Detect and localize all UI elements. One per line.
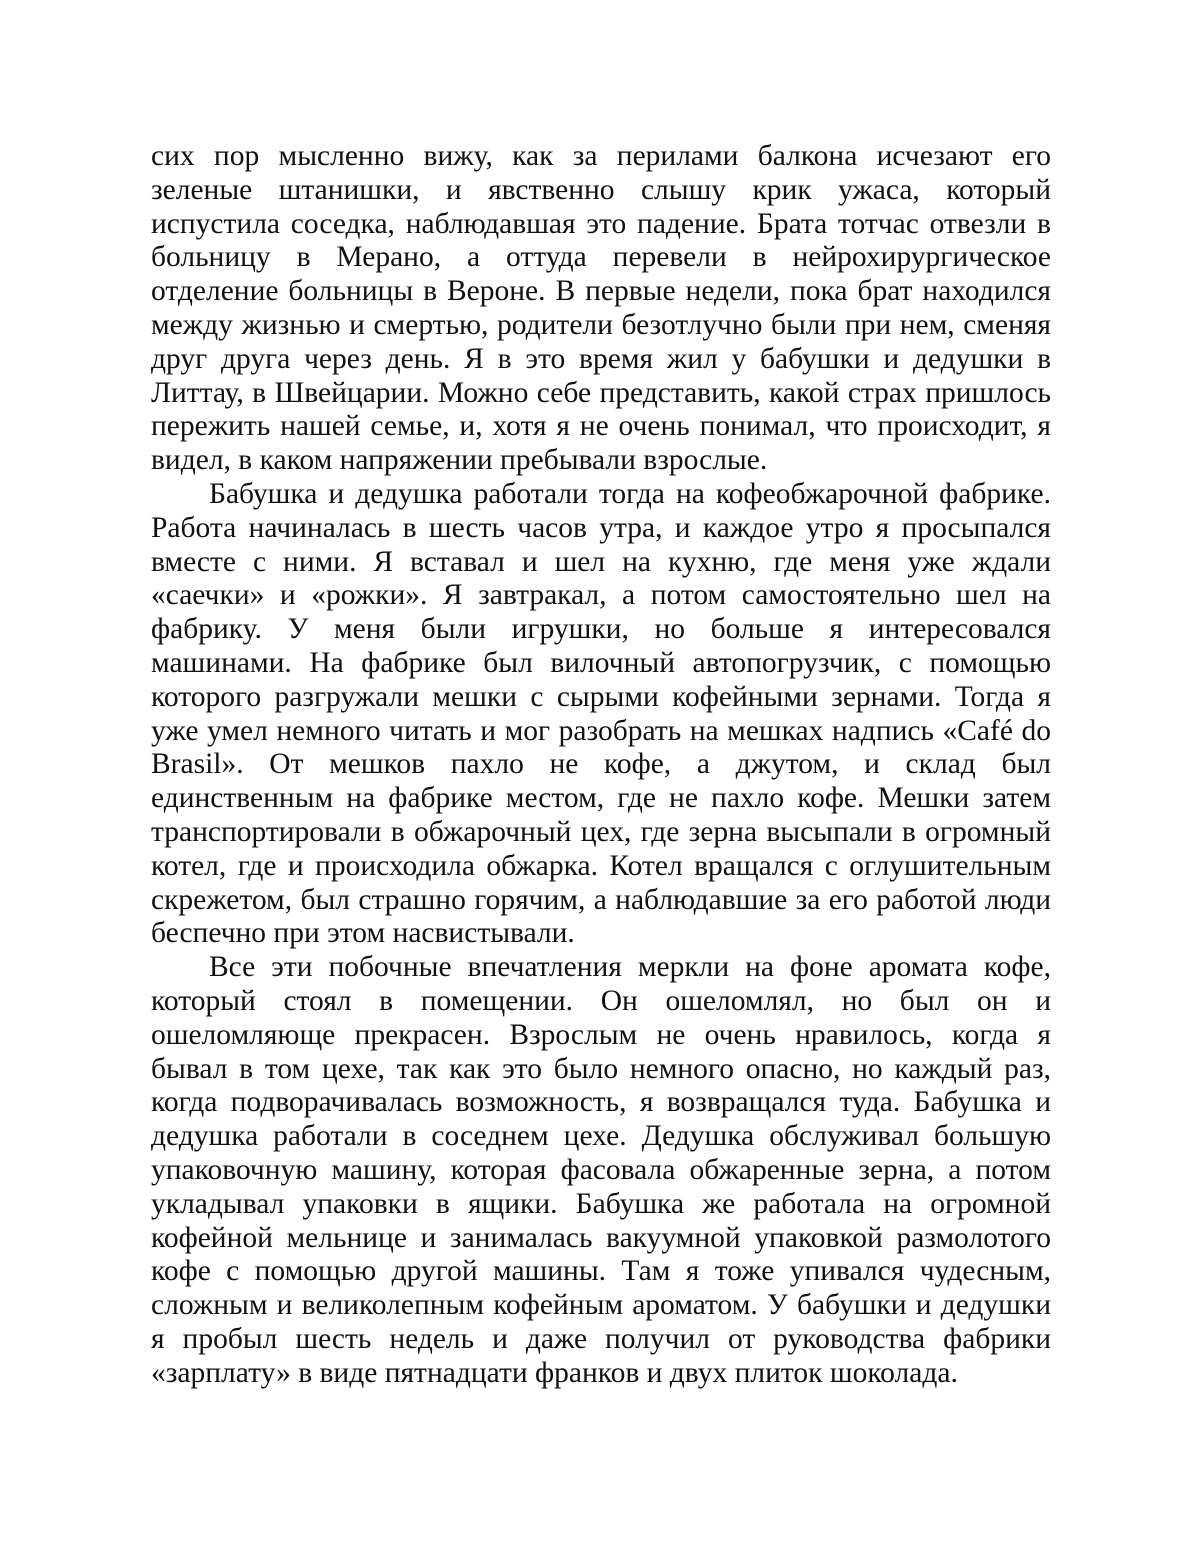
paragraph-2: Бабушка и дедушка работали тогда на кофеобжарочной фабрике. Работа начиналась в шесть часов утра, и каждое утро я просыпался вместе с ними. Я вставал и шел на кухню, где меня уже ждали «саечки» и «рожки». Я завтракал, а потом самостоятельно шел на фабрику. У меня были игрушки, но больше я интересовался машинами. На фабрике был вилочный автопогрузчик, с помощью которого разгружали мешки с сырыми кофейными зернами. Тогда я уже умел немного читать и мог разобрать на мешках надпись «Café do Brasil». От мешков пахло не кофе, а джутом, и склад был единственным на фабрике местом, где не пахло кофе. Мешки затем транспортировали в обжарочный цех, где зерна высыпали в огромный котел, где и происходила обжарка. Котел вращался с оглушительным скрежетом, был страшно горячим, а наблюдавшие за его работой люди беспечно при этом насвистывали. (151, 477, 1051, 950)
paragraph-3: Все эти побочные впечатления меркли на фоне аромата кофе, который стоял в помещении. Он ошеломлял, но был он и ошеломляюще прекрасен. Взрослым не очень нравилось, когда я бывал в том цехе, так как это было немного опасно, но каждый раз, когда подворачивалась возможность, я возвращался туда. Бабушка и дедушка работали в соседнем цехе. Дедушка обслуживал большую упаковочную машину, которая фасовала обжаренные зерна, а потом укладывал упаковки в ящики. Бабушка же работала на огромной кофейной мельнице и занималась вакуумной упаковкой размолотого кофе с помощью другой машины. Там я тоже упивался чудесным, сложным и великолепным кофейным ароматом. У бабушки и дедушки я пробыл шесть недель и даже получил от руководства фабрики «зарплату» в виде пятнадцати франков и двух плиток шоколада. (151, 951, 1051, 1389)
body-text (151, 140, 1051, 1390)
paragraph-1: сих пор мысленно вижу, как за перилами балкона исчезают его зеленые штанишки, и явственно слышу крик ужаса, который испустила соседка, наблюдавшая это падение. Брата тотчас отвезли в больницу в Мерано, а оттуда перевели в нейрохирургическое отделение больницы в Вероне. В первые недели, пока брат находился между жизнью и смертью, родители безотлучно были при нем, сменяя друг друга через день. Я в это время жил у бабушки и дедушки в Литтау, в Швейцарии. Можно себе представить, какой страх пришлось пережить нашей семье, и, хотя я не очень понимал, что происходит, я видел, в каком напряжении пребывали взрослые. (151, 140, 1051, 477)
